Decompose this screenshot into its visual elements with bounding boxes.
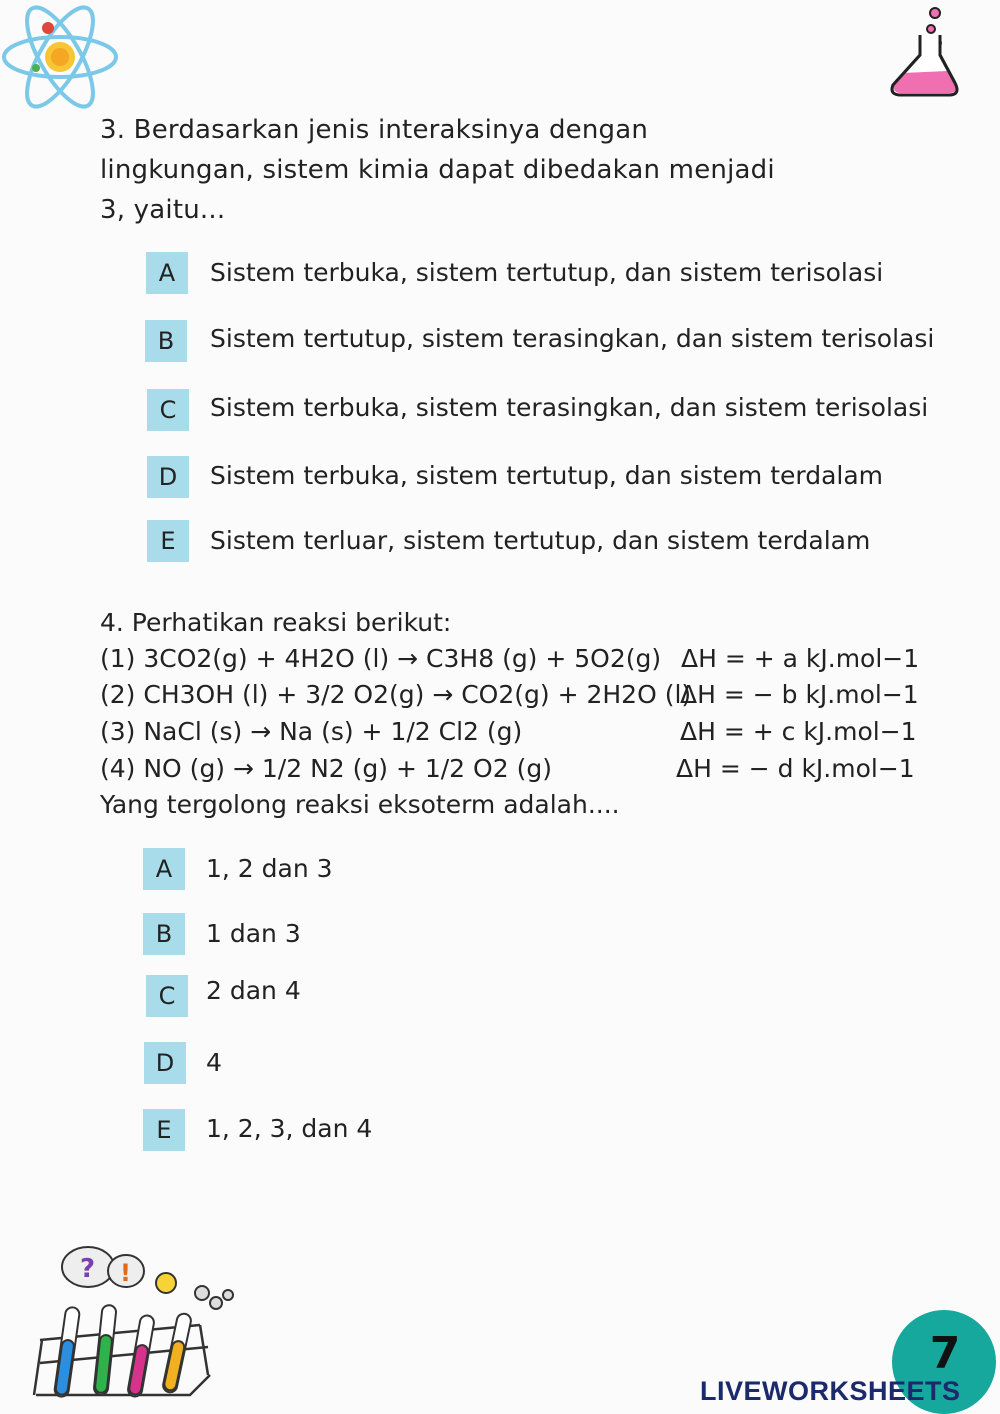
option-text[interactable]: Sistem terbuka, sistem tertutup, dan sistem terisolasi bbox=[210, 258, 884, 287]
flask-icon bbox=[885, 5, 965, 100]
reaction-equation: (4) NO (g) → 1/2 N2 (g) + 1/2 O2 (g) bbox=[100, 754, 552, 783]
test-tubes-illustration bbox=[30, 1245, 245, 1410]
reaction-enthalpy: ΔH = − b kJ.mol−1 bbox=[680, 680, 919, 709]
option-letter-box[interactable]: B bbox=[145, 320, 187, 362]
question-line: 3. Berdasarkan jenis interaksinya dengan bbox=[100, 115, 649, 145]
option-text[interactable]: 1, 2 dan 3 bbox=[206, 854, 333, 883]
option-text[interactable]: 4 bbox=[206, 1048, 222, 1077]
svg-text:!: ! bbox=[120, 1259, 131, 1287]
option-letter-box[interactable]: D bbox=[144, 1042, 186, 1084]
option-text[interactable]: Sistem terluar, sistem tertutup, dan sistem terdalam bbox=[210, 526, 871, 555]
option-letter-box[interactable]: E bbox=[143, 1109, 185, 1151]
reaction-enthalpy: ΔH = + c kJ.mol−1 bbox=[680, 717, 917, 746]
question-4-intro: 4. Perhatikan reaksi berikut: bbox=[100, 608, 452, 637]
page-number: 7 bbox=[929, 1328, 961, 1379]
brand-logo bbox=[700, 1376, 961, 1407]
option-text[interactable]: 1, 2, 3, dan 4 bbox=[206, 1114, 373, 1143]
reaction-enthalpy: ΔH = − d kJ.mol−1 bbox=[676, 754, 915, 783]
question-4-prompt: Yang tergolong reaksi eksoterm adalah.... bbox=[100, 790, 620, 819]
question-line: lingkungan, sistem kimia dapat dibedakan menjadi bbox=[100, 155, 775, 185]
option-letter-box[interactable]: B bbox=[143, 913, 185, 955]
brand-text: LIVEWORKSHEETS bbox=[700, 1376, 961, 1406]
reaction-enthalpy: ΔH = + a kJ.mol−1 bbox=[681, 644, 920, 673]
option-text[interactable]: 2 dan 4 bbox=[206, 976, 301, 1005]
option-letter-box[interactable]: C bbox=[146, 975, 188, 1017]
option-letter-box[interactable]: A bbox=[143, 848, 185, 890]
question-line: 3, yaitu... bbox=[100, 195, 226, 225]
option-letter-box[interactable]: D bbox=[147, 456, 189, 498]
option-letter-box[interactable]: E bbox=[147, 520, 189, 562]
atom-icon bbox=[0, 0, 120, 115]
svg-text:?: ? bbox=[80, 1254, 96, 1284]
option-letter-box[interactable]: C bbox=[147, 389, 189, 431]
option-text[interactable]: Sistem tertutup, sistem terasingkan, dan sistem terisolasi bbox=[210, 324, 935, 353]
option-text[interactable]: 1 dan 3 bbox=[206, 919, 301, 948]
reaction-equation: (2) CH3OH (l) + 3/2 O2(g) → CO2(g) + 2H2O (l) bbox=[100, 680, 692, 709]
reaction-equation: (1) 3CO2(g) + 4H2O (l) → C3H8 (g) + 5O2(g) bbox=[100, 644, 662, 673]
option-text[interactable]: Sistem terbuka, sistem terasingkan, dan sistem terisolasi bbox=[210, 393, 929, 422]
reaction-equation: (3) NaCl (s) → Na (s) + 1/2 Cl2 (g) bbox=[100, 717, 523, 746]
option-letter-box[interactable]: A bbox=[146, 252, 188, 294]
option-text[interactable]: Sistem terbuka, sistem tertutup, dan sistem terdalam bbox=[210, 461, 884, 490]
question-3-text bbox=[100, 110, 880, 230]
